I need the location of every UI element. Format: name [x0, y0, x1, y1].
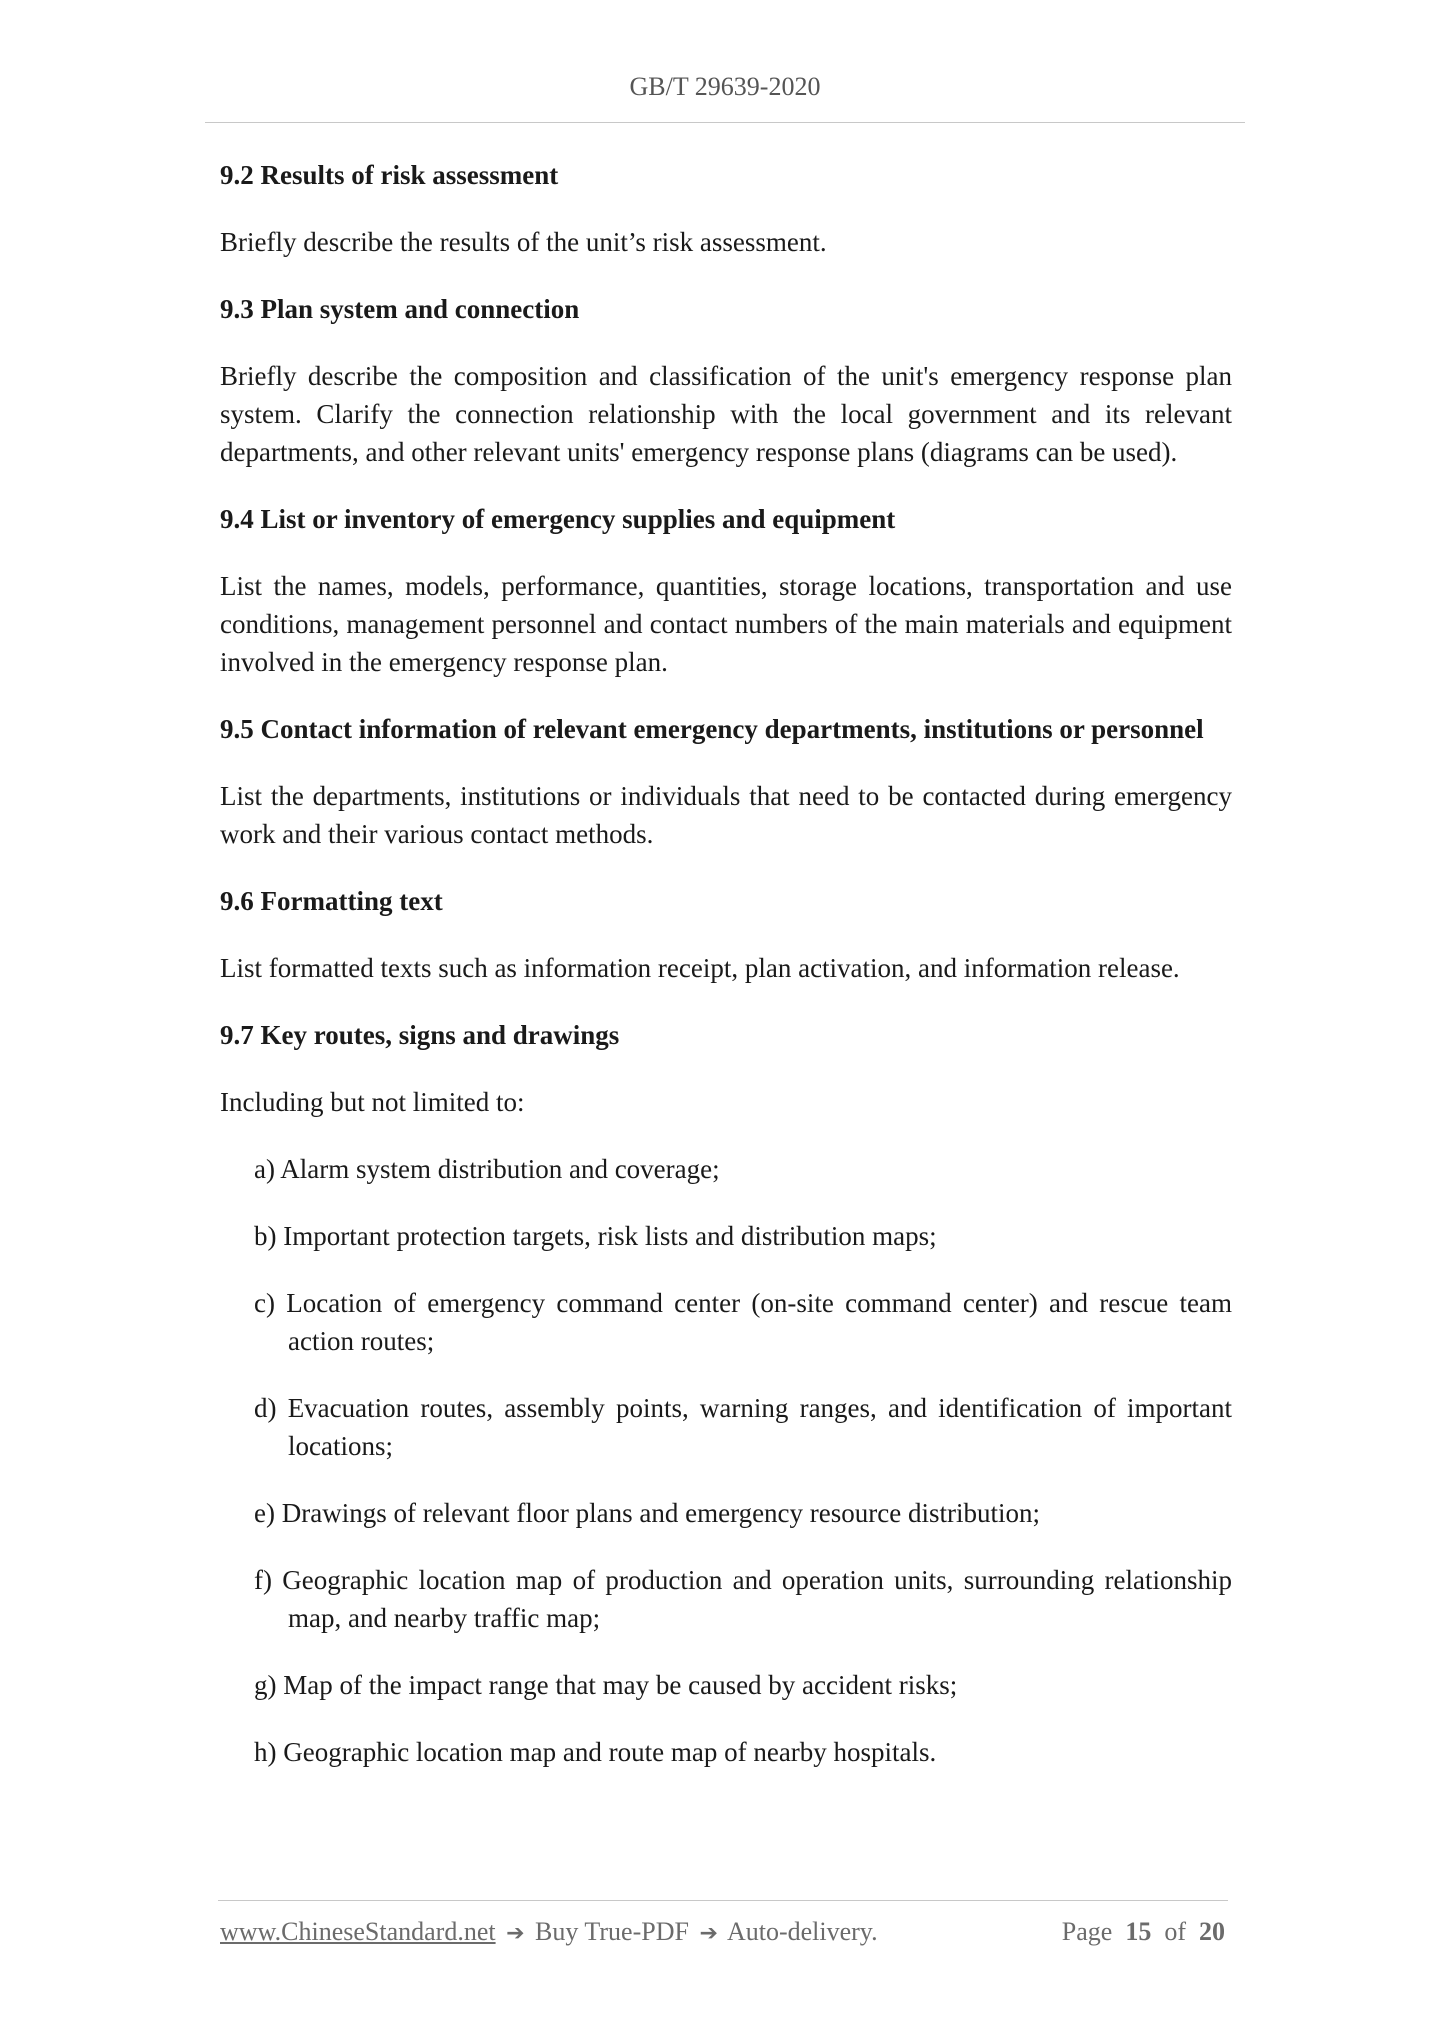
page-indicator [1062, 1917, 1225, 1947]
page-current: 15 [1125, 1917, 1152, 1946]
list-item: c) Location of emergency command center (on-site command center) and rescue team action routes; [254, 1288, 1232, 1356]
page-of-label: of [1164, 1917, 1186, 1946]
list-item: b) Important protection targets, risk lists and distribution maps; [254, 1221, 937, 1251]
page-footer [220, 1917, 1225, 1947]
list-item: h) Geographic location map and route map of nearby hospitals. [254, 1737, 937, 1767]
list-item: a) Alarm system distribution and coverage; [254, 1154, 720, 1184]
list-item: d) Evacuation routes, assembly points, warning ranges, and identification of important locations; [254, 1393, 1232, 1461]
section-heading: 9.7 Key routes, signs and drawings [220, 1020, 620, 1050]
document-body [220, 156, 1232, 1771]
section-paragraph: Briefly describe the composition and classification of the unit's emergency response plan system. Clarify the connection relationship with the local government and its relevant departments, and other relevant units' emergency response plans (diagrams can be used). [220, 361, 1232, 467]
arrow-right-icon: ➔ [506, 1921, 525, 1946]
list-item: f) Geographic location map of production and operation units, surrounding relationship map, and nearby traffic map; [254, 1565, 1232, 1633]
section-9-3 [220, 290, 1232, 471]
list-item: e) Drawings of relevant floor plans and emergency resource distribution; [254, 1498, 1040, 1528]
page-total: 20 [1199, 1917, 1225, 1946]
section-paragraph: List the departments, institutions or individuals that need to be contacted during emergency work and their various contact methods. [220, 781, 1232, 849]
section-9-7 [220, 1016, 1232, 1771]
section-heading: 9.2 Results of risk assessment [220, 160, 559, 190]
footer-divider [218, 1900, 1228, 1901]
section-paragraph: Briefly describe the results of the unit’s risk assessment. [220, 227, 827, 257]
section-paragraph: Including but not limited to: [220, 1087, 525, 1117]
buy-true-pdf-text: Buy True-PDF [535, 1917, 689, 1946]
section-9-5 [220, 710, 1232, 853]
list-item: g) Map of the impact range that may be caused by accident risks; [254, 1670, 958, 1700]
auto-delivery-text: Auto-delivery. [726, 1917, 878, 1946]
document-id-header: GB/T 29639-2020 [629, 72, 821, 101]
section-9-6 [220, 882, 1232, 987]
section-9-4 [220, 500, 1232, 681]
section-heading: 9.5 Contact information of relevant emergency departments, institutions or personnel [220, 714, 1204, 744]
header-divider [205, 122, 1245, 123]
section-heading: 9.4 List or inventory of emergency supplies and equipment [220, 504, 896, 534]
section-9-2 [220, 156, 1232, 261]
drawings-list [220, 1150, 1232, 1771]
section-heading: 9.6 Formatting text [220, 886, 443, 916]
arrow-right-icon: ➔ [699, 1921, 718, 1946]
section-heading: 9.3 Plan system and connection [220, 294, 580, 324]
section-paragraph: List the names, models, performance, quantities, storage locations, transportation and use conditions, management personnel and contact numbers of the main materials and equipment involved in the emergency response plan. [220, 571, 1232, 677]
page-label: Page [1061, 1917, 1113, 1946]
section-paragraph: List formatted texts such as information receipt, plan activation, and information release. [220, 953, 1180, 983]
site-link[interactable]: www.ChineseStandard.net [220, 1917, 496, 1946]
